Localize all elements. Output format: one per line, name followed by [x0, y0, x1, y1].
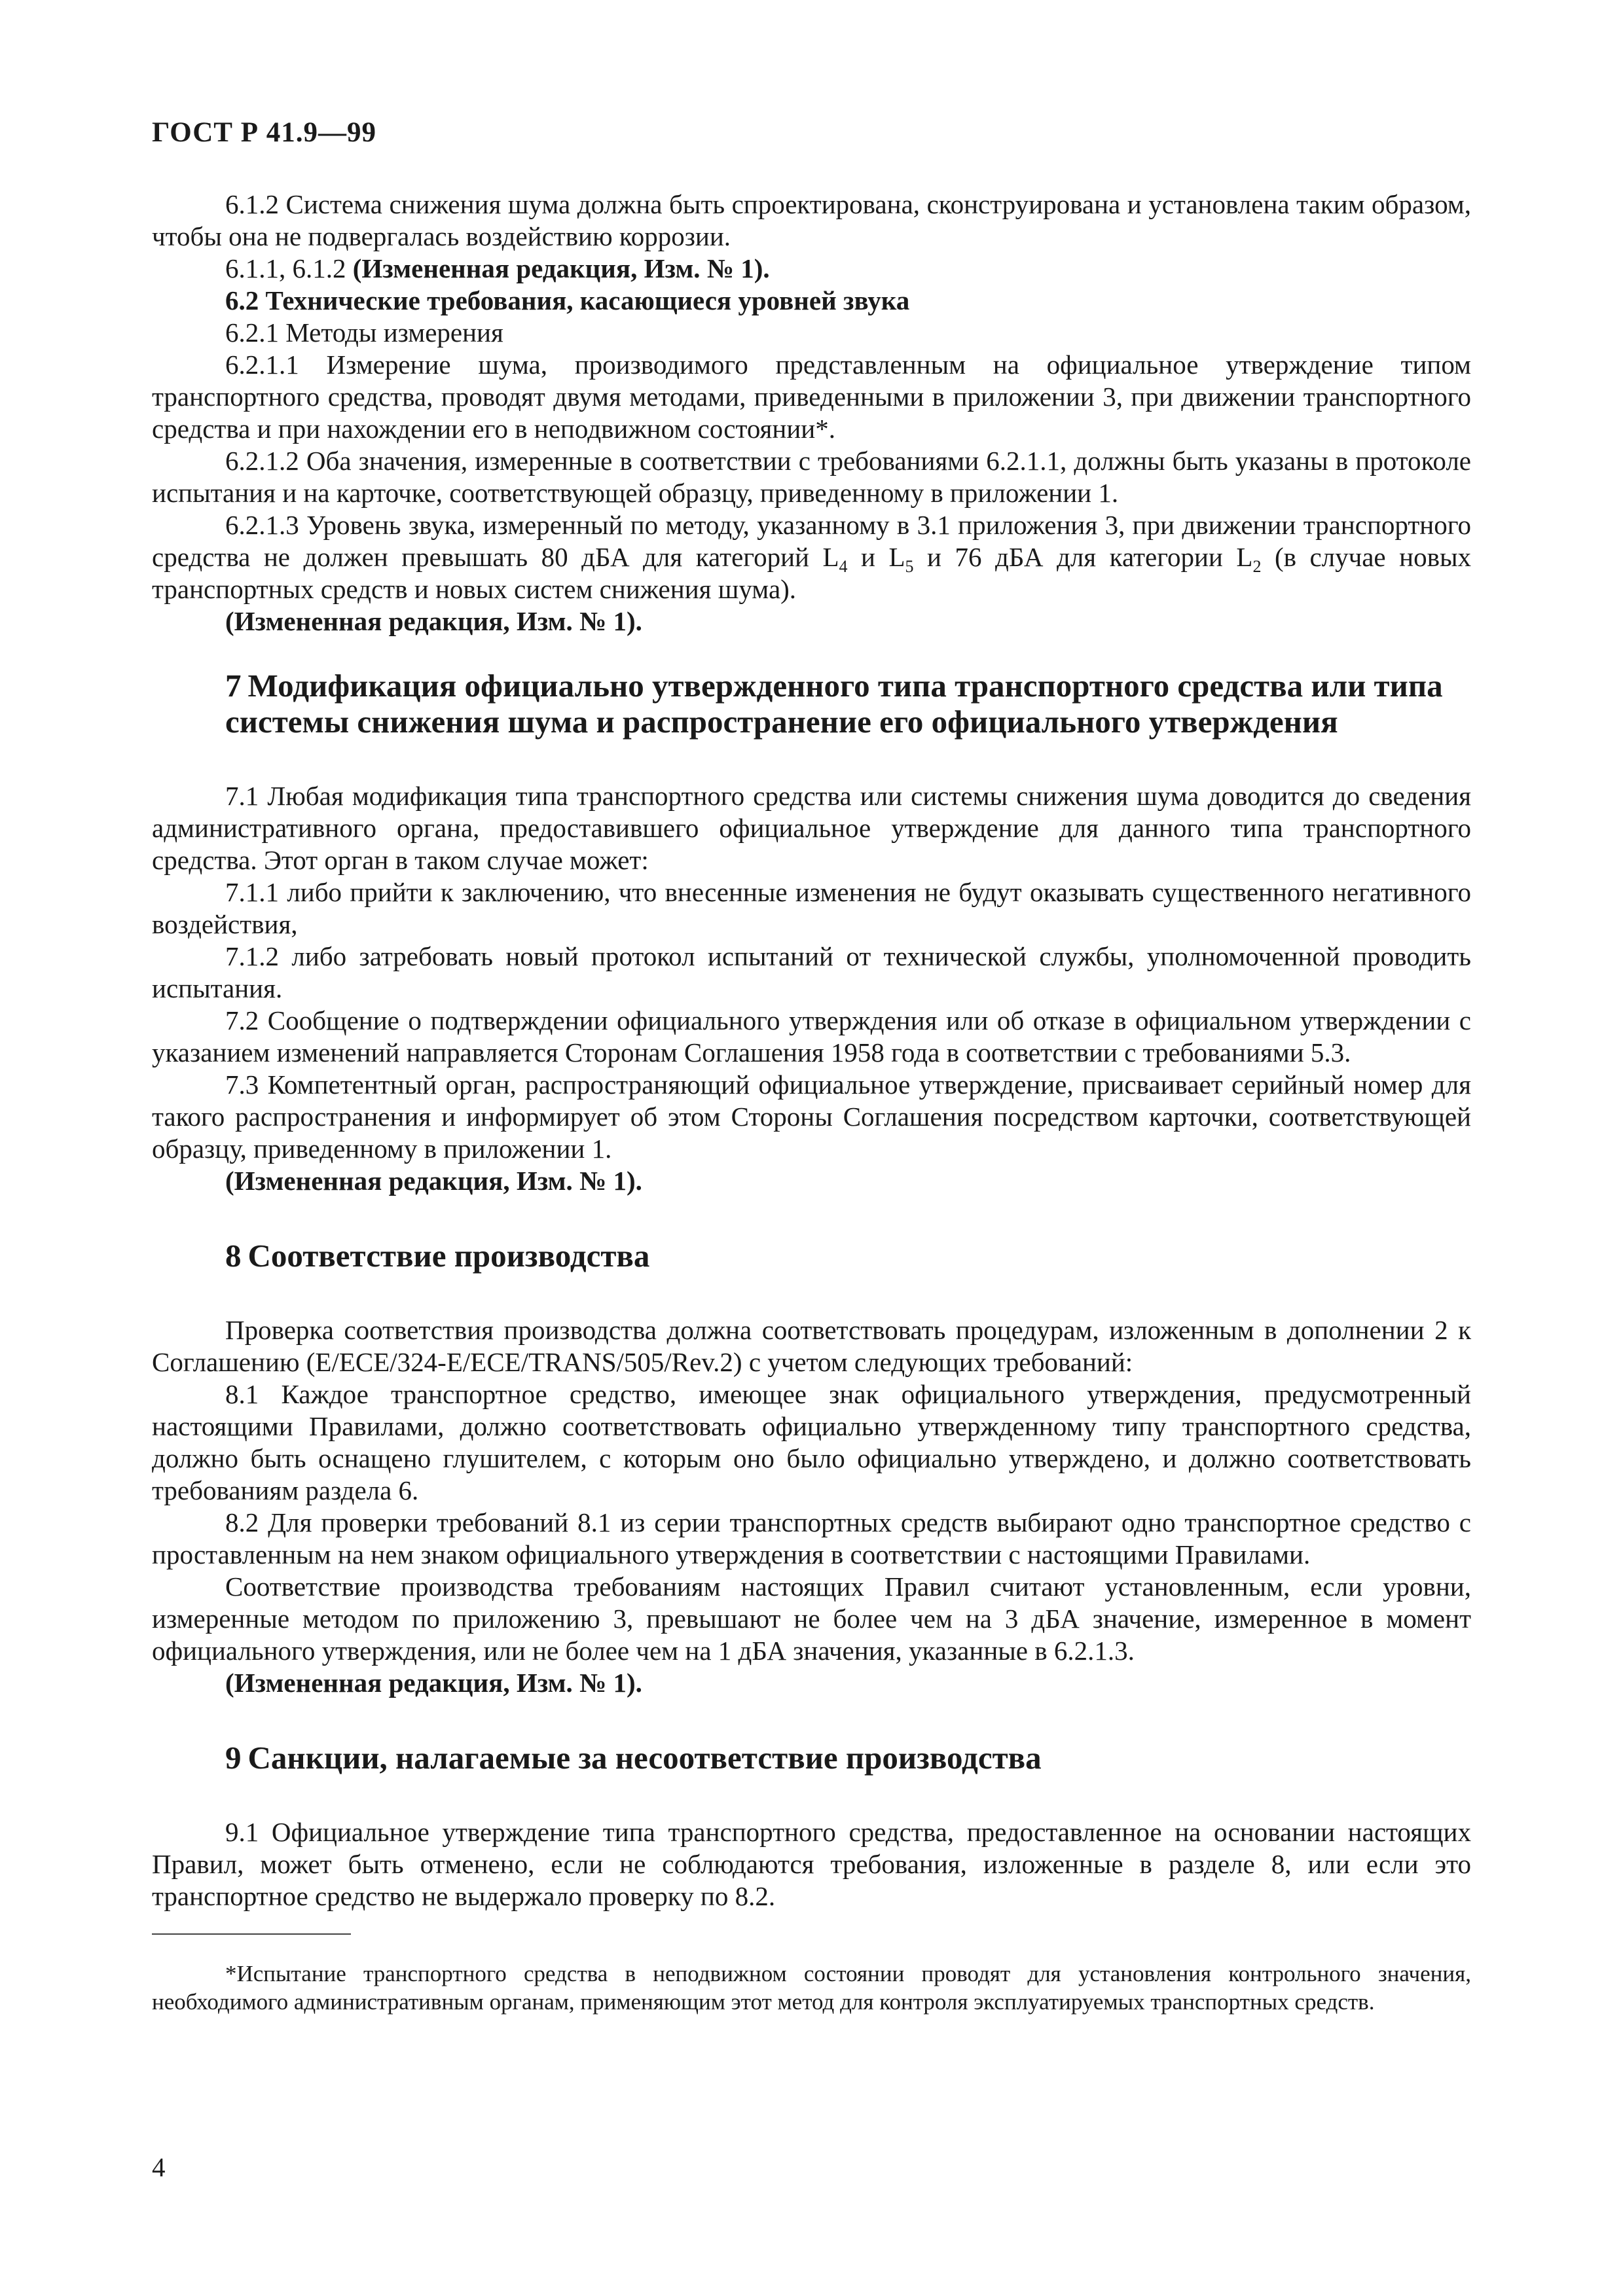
text-run: 7.3 Компетентный орган, распространяющий официальное утверждение, присваивает серийный номер для такого распространения и информирует об этом Стороны Соглашения посредством карточки, соответствующей образцу, приведенному в приложении 1. [152, 1069, 1471, 1164]
text-run: (Измененная редакция, Изм. № 1). [225, 1166, 642, 1196]
section-number: 9 [225, 1740, 242, 1776]
paragraph [152, 780, 1471, 876]
paragraph [152, 445, 1471, 509]
text-run: 8.2 Для проверки требований 8.1 из серии транспортных средств выбирают одно транспортное средство с проставленным на нем знаком официального утверждения в соответствии с настоящими Правилами. [152, 1507, 1471, 1570]
document-body [152, 188, 1471, 2016]
text-run: (Измененная редакция, Изм. № 1). [225, 1668, 642, 1698]
paragraph [152, 253, 1471, 285]
text-run: Проверка соответствия производства должна соответствовать процедурам, изложенным в дополнении 2 к Соглашению (E/ECE/324-E/ECE/TRANS/505/Rev.2) с учетом следующих требований: [152, 1315, 1471, 1377]
bold-paragraph [152, 605, 1471, 637]
bold-paragraph [152, 285, 1471, 317]
paragraph [152, 1507, 1471, 1571]
section-title: Соответствие производства [247, 1238, 650, 1274]
text-run: 7.1.1 либо прийти к заключению, что внесенные изменения не будут оказывать существенного негативного воздействия, [152, 877, 1471, 939]
paragraph [152, 1069, 1471, 1165]
page-number: 4 [152, 2152, 166, 2182]
text-run: 9.1 Официальное утверждение типа транспортного средства, предоставленное на основании настоящих Правил, может быть отменено, если не соблюдаются требования, изложенные в разделе 8, или если это транспортное средство не выдержало проверку по 8.2. [152, 1817, 1471, 1911]
section-number: 8 [225, 1238, 242, 1274]
footnote [152, 1960, 1471, 2016]
text-run: 7.1.2 либо затребовать новый протокол испытаний от технической службы, уполномоченной проводить испытания. [152, 941, 1471, 1003]
text-blocks [152, 188, 1471, 1912]
amendment-note: (Измененная редакция, Изм. № 1). [352, 253, 770, 283]
text-run: и 76 дБА для категории L [913, 542, 1253, 572]
subscript: 5 [905, 557, 914, 576]
text-run: 6.2.1 Методы измерения [225, 317, 503, 348]
text-run: 7.1 Любая модификация типа транспортного средства или системы снижения шума доводится до сведения административного органа, предоставившего официальное утверждение для данного типа транспортного средства. Этот орган в таком случае может: [152, 781, 1471, 875]
paragraph [152, 1571, 1471, 1667]
text-run: 6.2 Технические требования, касающиеся уровней звука [225, 285, 910, 315]
paragraph [152, 941, 1471, 1005]
subscript: 4 [839, 557, 848, 576]
text-run: и L [847, 542, 905, 572]
text-run: 8.1 Каждое транспортное средство, имеющее знак официального утверждения, предусмотренный настоящими Правилами, должно соответствовать официально утвержденному типу транспортного средства, должно быть оснащено глушителем, с которым оно было официально утверждено, и должно соответствовать требованиям раздела 6. [152, 1379, 1471, 1505]
section-title: Модификация официально утвержденного типа транспортного средства или типа системы снижения шума и распространение его официального утверждения [225, 668, 1443, 740]
text-run: 6.2.1.1 Измерение шума, производимого представленным на официальное утверждение типом транспортного средства, проводят двумя методами, приведенными в приложении 3, при движении транспортного средства и при нахождении его в неподвижном состоянии*. [152, 350, 1471, 444]
text-run: (Измененная редакция, Изм. № 1). [225, 606, 642, 636]
text-run: 6.1.2 Система снижения шума должна быть спроектирована, сконструирована и установлена таким образом, чтобы она не подвергалась воздействию коррозии. [152, 189, 1471, 251]
paragraph [152, 509, 1471, 605]
section-heading [152, 1238, 1471, 1274]
text-run: 6.1.1, 6.1.2 [225, 253, 353, 283]
paragraph [152, 349, 1471, 445]
text-run: (в случае новых транспортных средств и новых систем снижения шума). [152, 542, 1471, 604]
bold-paragraph [152, 1165, 1471, 1197]
paragraph [152, 188, 1471, 253]
subscript: 2 [1252, 557, 1262, 576]
text-run: 7.2 Сообщение о подтверждении официального утверждения или об отказе в официальном утверждении с указанием изменений направляется Сторонам Соглашения 1958 года в соответствии с требованиями 5.3. [152, 1005, 1471, 1067]
footnote-text: *Испытание транспортного средства в неподвижном состоянии проводят для установления контрольного значения, необходимого административным органам, применяющим этот метод для контроля эксплуатируемых транспортных средств. [152, 1961, 1471, 2015]
footnote-divider [152, 1933, 351, 1935]
text-run: 6.2.1.3 Уровень звука, измеренный по методу, указанному в 3.1 приложения 3, при движении транспортного средства не должен превышать 80 дБА для категорий L [152, 510, 1471, 572]
section-title: Санкции, налагаемые за несоответствие производства [247, 1740, 1042, 1776]
section-heading [152, 1740, 1471, 1776]
paragraph [152, 1816, 1471, 1912]
paragraph [152, 876, 1471, 941]
paragraph [152, 1378, 1471, 1507]
section-heading [152, 668, 1471, 740]
paragraph [152, 1314, 1471, 1378]
section-number: 7 [225, 668, 242, 704]
bold-paragraph [152, 1667, 1471, 1699]
standard-header: ГОСТ Р 41.9—99 [152, 117, 377, 148]
text-run: Соответствие производства требованиям настоящих Правил считают установленным, если уровни, измеренные методом по приложению 3, превышают не более чем на 3 дБА значение, измеренное в момент официального утверждения, или не более чем на 1 дБА значения, указанные в 6.2.1.3. [152, 1571, 1471, 1666]
paragraph [152, 317, 1471, 349]
text-run: 6.2.1.2 Оба значения, измеренные в соответствии с требованиями 6.2.1.1, должны быть указаны в протоколе испытания и на карточке, соответствующей образцу, приведенному в приложении 1. [152, 446, 1471, 508]
paragraph [152, 1005, 1471, 1069]
